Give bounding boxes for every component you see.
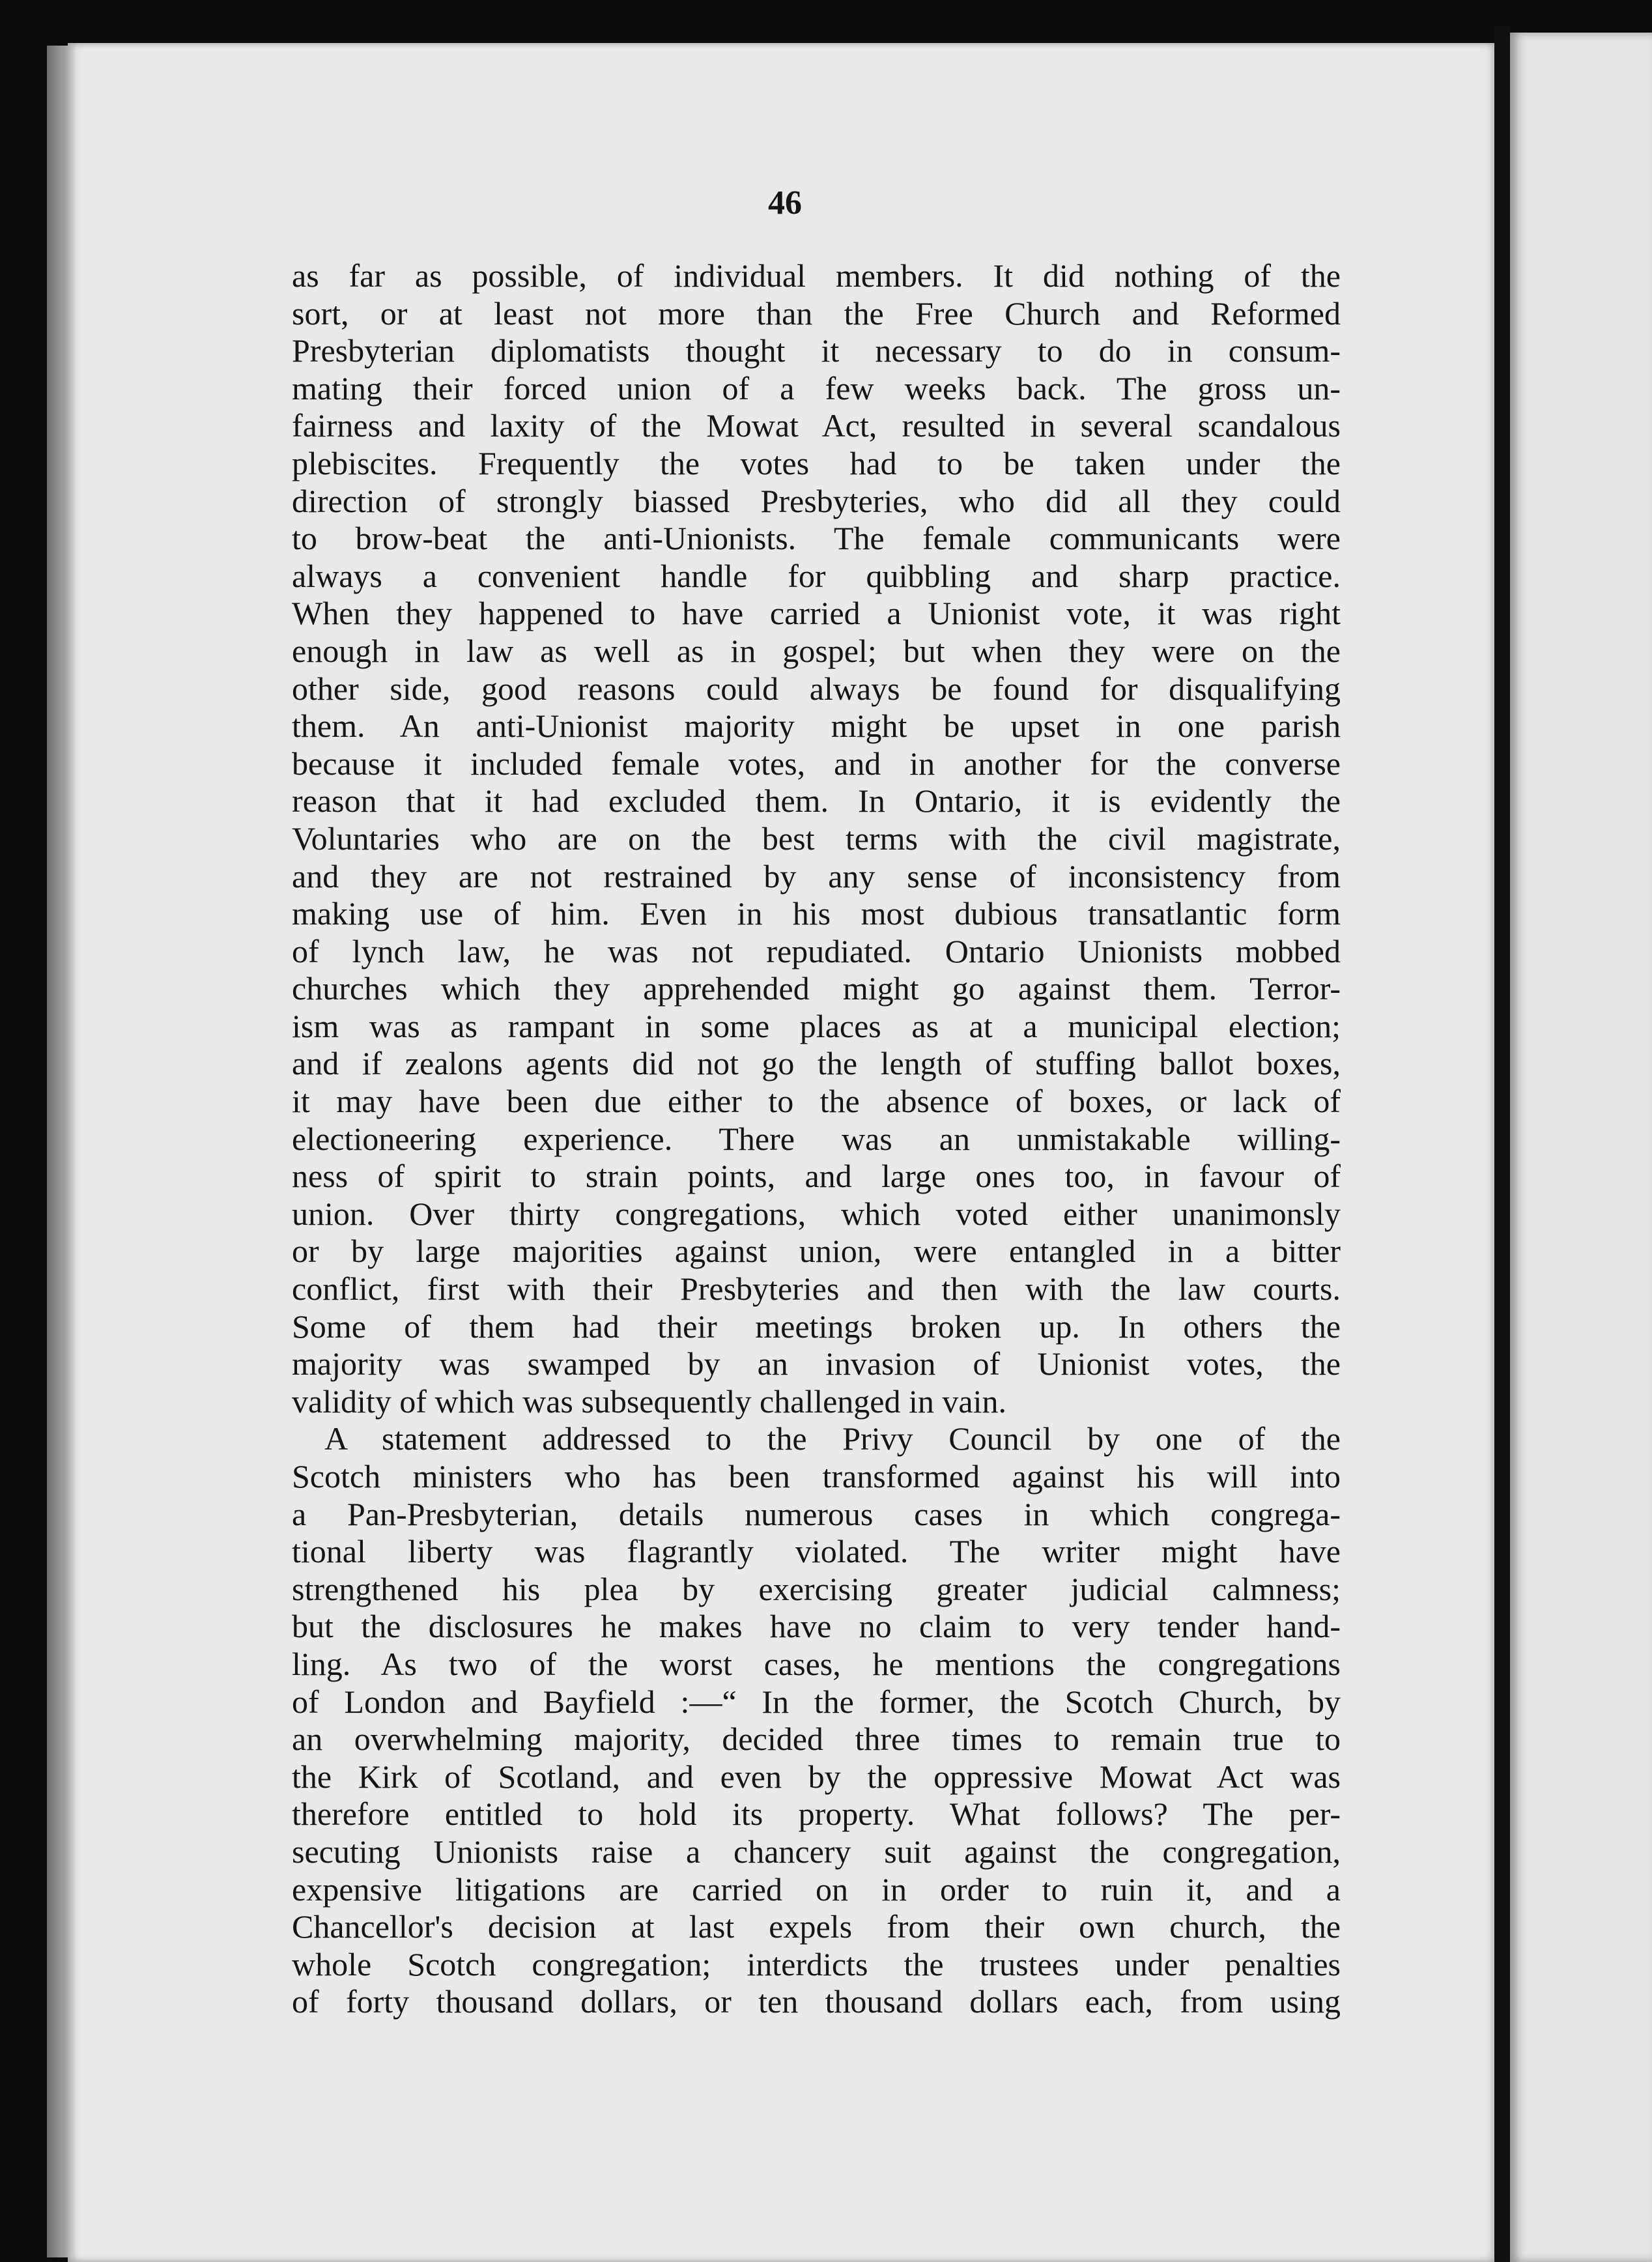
text-line: When they happened to have carried a Unionist vote, it was right: [292, 595, 1341, 632]
text-line: of London and Bayfield :—“ In the former, the Scotch Church, by: [292, 1683, 1341, 1720]
text-line: A statement addressed to the Privy Council by one of the: [324, 1420, 1341, 1457]
text-line: but the disclosures he makes have no claim to very tender hand-: [292, 1608, 1341, 1645]
text-line: strengthened his plea by exercising greater judicial calmness;: [292, 1570, 1341, 1607]
paragraph: [292, 257, 1341, 1420]
text-line: of forty thousand dollars, or ten thousand dollars each, from using: [292, 1983, 1341, 2020]
text-line: ling. As two of the worst cases, he mentions the congregations: [292, 1645, 1341, 1682]
text-line: therefore entitled to hold its property. What follows? The per-: [292, 1796, 1341, 1833]
text-line: union. Over thirty congregations, which voted either unanimonsly: [292, 1195, 1341, 1232]
text-line: mating their forced union of a few weeks back. The gross un-: [292, 369, 1341, 407]
text-line: of lynch law, he was not repudiated. Ontario Unionists mobbed: [292, 932, 1341, 969]
text-line: and if zealons agents did not go the length of stuffing ballot boxes,: [292, 1045, 1341, 1082]
text-line: Voluntaries who are on the best terms with the civil magistrate,: [292, 820, 1341, 857]
page-number: 46: [768, 184, 802, 222]
text-line: conflict, first with their Presbyteries and then with the law courts.: [292, 1270, 1341, 1308]
text-line: Scotch ministers who has been transformed against his will into: [292, 1458, 1341, 1495]
text-line: making use of him. Even in his most dubious transatlantic form: [292, 895, 1341, 932]
text-line: it may have been due either to the absence of boxes, or lack of: [292, 1083, 1341, 1120]
text-line: churches which they apprehended might go against them. Terror-: [292, 970, 1341, 1007]
text-line: ism was as rampant in some places as at a municipal election;: [292, 1007, 1341, 1044]
text-line: and they are not restrained by any sense of inconsistency from: [292, 857, 1341, 895]
text-line: them. An anti-Unionist majority might be upset in one parish: [292, 708, 1341, 745]
text-line: an overwhelming majority, decided three times to remain true to: [292, 1721, 1341, 1758]
text-line: secuting Unionists raise a chancery suit against the congregation,: [292, 1833, 1341, 1870]
text-line: sort, or at least not more than the Free Church and Reformed: [292, 294, 1341, 332]
text-line: as far as possible, of individual members. It did nothing of the: [292, 257, 1341, 294]
text-line: always a convenient handle for quibbling and sharp practice.: [292, 557, 1341, 594]
text-line: reason that it had excluded them. In Ontario, it is evidently the: [292, 782, 1341, 820]
text-line: whole Scotch congregation; interdicts the trustees under penalties: [292, 1945, 1341, 1983]
text-line: electioneering experience. There was an unmistakable willing-: [292, 1120, 1341, 1157]
text-line: Presbyterian diplomatists thought it necessary to do in consum-: [292, 332, 1341, 369]
text-line: majority was swamped by an invasion of Unionist votes, the: [292, 1345, 1341, 1382]
text-line: enough in law as well as in gospel; but when they were on the: [292, 632, 1341, 669]
adjacent-page-edge: [1510, 33, 1652, 2262]
text-line: ness of spirit to strain points, and large ones too, in favour of: [292, 1158, 1341, 1195]
text-line: other side, good reasons could always be found for disqualifying: [292, 670, 1341, 707]
text-line: to brow-beat the anti-Unionists. The female communicants were: [292, 520, 1341, 557]
page-body-text: [292, 257, 1341, 2021]
text-line: because it included female votes, and in another for the converse: [292, 745, 1341, 782]
text-line: Some of them had their meetings broken up. In others the: [292, 1308, 1341, 1345]
page-gutter: [1494, 26, 1510, 2262]
text-line: direction of strongly biassed Presbyteries, who did all they could: [292, 482, 1341, 519]
text-line: fairness and laxity of the Mowat Act, resulted in several scandalous: [292, 407, 1341, 444]
text-line: the Kirk of Scotland, and even by the oppressive Mowat Act was: [292, 1758, 1341, 1795]
text-line: plebiscites. Frequently the votes had to be taken under the: [292, 444, 1341, 481]
text-line: expensive litigations are carried on in order to ruin it, and a: [292, 1870, 1341, 1908]
text-line: a Pan-Presbyterian, details numerous cases in which congrega-: [292, 1495, 1341, 1532]
text-line: or by large majorities against union, were entangled in a bitter: [292, 1233, 1341, 1270]
text-line: Chancellor's decision at last expels from their own church, the: [292, 1908, 1341, 1945]
paragraph: [292, 1420, 1341, 2021]
text-line: tional liberty was flagrantly violated. The writer might have: [292, 1533, 1341, 1570]
text-line: validity of which was subsequently challenged in vain.: [292, 1382, 1006, 1420]
